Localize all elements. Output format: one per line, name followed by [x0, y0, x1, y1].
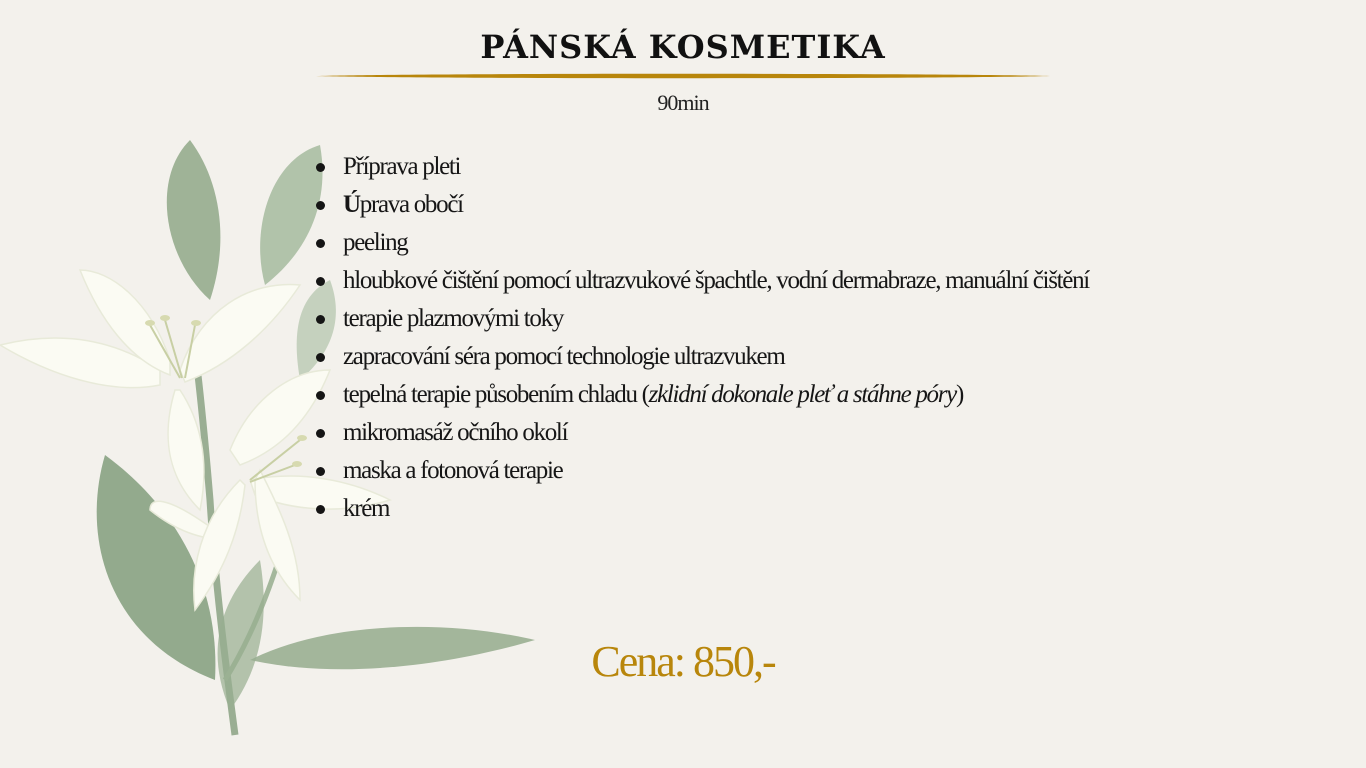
leaf — [218, 560, 264, 710]
step-text: krém — [343, 495, 390, 522]
list-item — [314, 300, 1094, 338]
price-label: Cena: 850,- — [591, 637, 775, 686]
step-tail: ) — [955, 381, 963, 408]
page-title: PÁNSKÁ KOSMETIKA — [480, 28, 886, 66]
step-text: Příprava pleti — [343, 153, 461, 180]
step-text: tepelná terapie působením chladu ( — [343, 381, 649, 408]
list-item — [314, 376, 1094, 414]
leaf — [167, 140, 221, 300]
list-item — [314, 224, 1094, 262]
list-item — [314, 338, 1094, 376]
treatment-steps-list — [314, 148, 1094, 528]
list-item — [314, 262, 1094, 300]
step-text: peeling — [343, 229, 408, 256]
list-item — [314, 490, 1094, 528]
duration-label: 90min — [657, 90, 709, 115]
step-text: hloubkové čištění pomocí ultrazvukové špachtle, vodní dermabraze, manuální čištění — [343, 267, 1089, 294]
list-item — [314, 414, 1094, 452]
list-item — [314, 452, 1094, 490]
step-text: zapracování séra pomocí technologie ultrazvukem — [343, 343, 785, 370]
step-note: zklidní dokonale pleť a stáhne póry — [648, 381, 956, 408]
step-text: maska a fotonová terapie — [343, 457, 563, 484]
step-text: prava obočí — [359, 191, 463, 218]
list-item — [314, 186, 1094, 224]
step-text: mikromasáž očního okolí — [343, 419, 568, 446]
step-initial: Ú — [343, 191, 360, 218]
step-text: terapie plazmovými toky — [343, 305, 564, 332]
list-item — [314, 148, 1094, 186]
gold-divider — [316, 73, 1050, 79]
